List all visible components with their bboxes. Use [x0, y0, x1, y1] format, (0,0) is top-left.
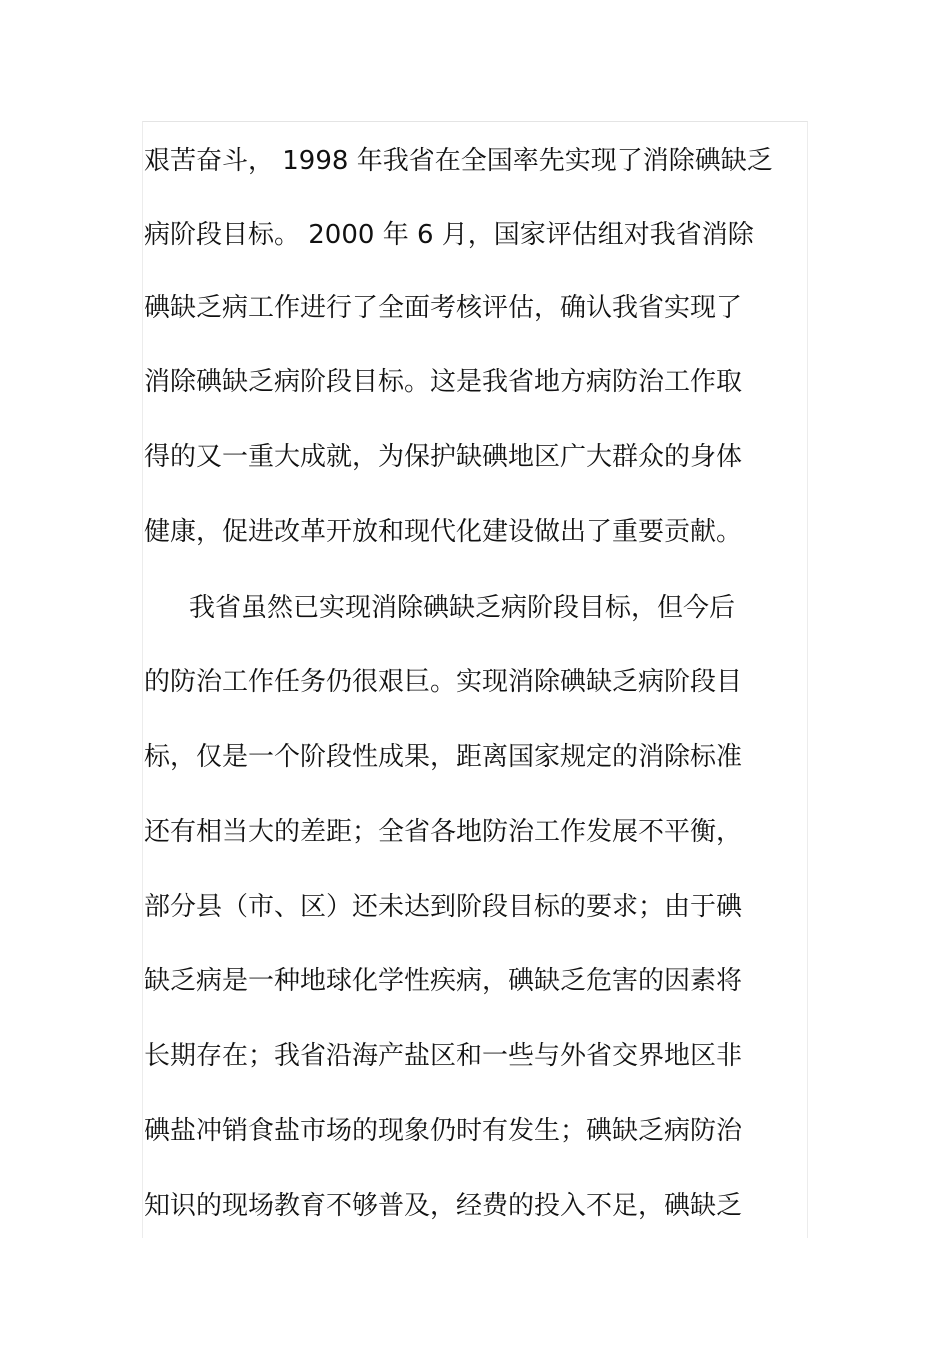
text-line: 缺乏病是一种地球化学性疾病，碘缺乏危害的因素将 [144, 966, 743, 996]
text-line: 碘缺乏病工作进行了全面考核评估，确认我省实现了 [144, 293, 743, 323]
text-line: 得的又一重大成就，为保护缺碘地区广大群众的身体 [144, 442, 743, 472]
paragraph-first-line: 我省虽然已实现消除碘缺乏病阶段目标，但今后 [189, 593, 736, 623]
text-line: 部分县（市、区）还未达到阶段目标的要求；由于碘 [144, 892, 743, 922]
text-line: 艰苦奋斗， 1998 年我省在全国率先实现了消除碘缺乏 [144, 146, 773, 176]
text-line: 标，仅是一个阶段性成果，距离国家规定的消除标准 [144, 742, 743, 772]
text-line: 消除碘缺乏病阶段目标。这是我省地方病防治工作取 [144, 367, 743, 397]
text-line: 的防治工作任务仍很艰巨。实现消除碘缺乏病阶段目 [144, 667, 743, 697]
text-line: 病阶段目标。 2000 年 6 月，国家评估组对我省消除 [144, 220, 754, 250]
text-line: 健康，促进改革开放和现代化建设做出了重要贡献。 [144, 517, 743, 547]
text-line: 还有相当大的差距；全省各地防治工作发展不平衡， [144, 817, 743, 847]
text-line: 长期存在；我省沿海产盐区和一些与外省交界地区非 [144, 1041, 743, 1071]
text-line: 知识的现场教育不够普及，经费的投入不足，碘缺乏 [144, 1191, 743, 1221]
text-line: 碘盐冲销食盐市场的现象仍时有发生；碘缺乏病防治 [144, 1116, 743, 1146]
